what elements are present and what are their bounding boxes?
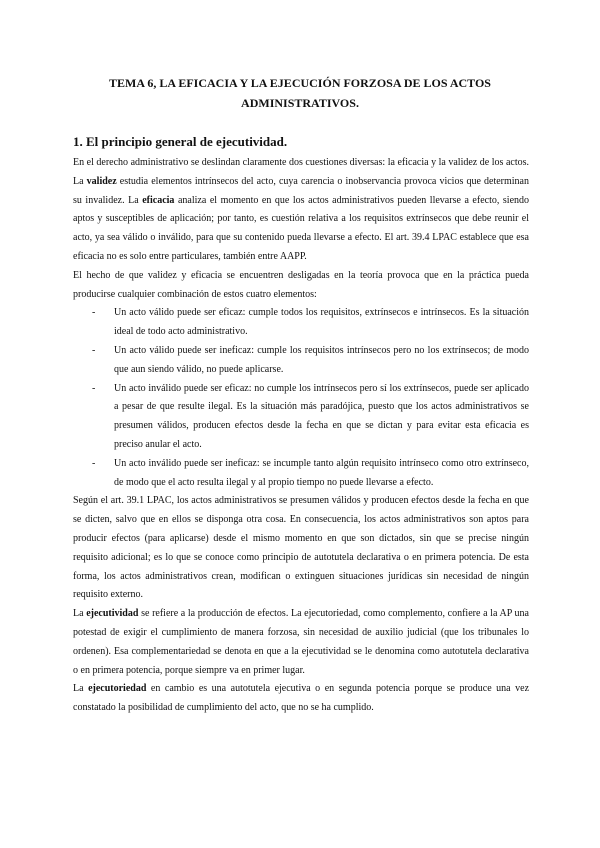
paragraph-ejecutividad: La ejecutividad se refiere a la producción de efectos. La ejecutoriedad, como complemento, confiere a la AP una potestad de exigir el cumplimiento de manera forzosa, sin necesidad de auxilio judicial (que los tribunales lo ordenen). Esa complementariedad se denota en que a la ejecutividad se le denomina como autotutela declarativa o en primera potencia, porque siempre va en primer lugar.	[73, 608, 529, 676]
bullet-dash: -	[92, 344, 96, 356]
paragraph-art-39-1: Según el art. 39.1 LPAC, los actos administrativos se presumen válidos y producen efectos desde la fecha en que se dicten, salvo que en ellos se disponga otra cosa. En consecuencia, los actos administrativos son aptos para producir efectos (para aplicarse) desde el mismo momento en que son dictados, sin que se precise ningún requisito adicional; es lo que se conoce como principio de autotutela declarativa o en primera potencia. De esta forma, los actos administrativos crean, modifican o extinguen situaciones jurídicas sin necesidad de ningún requisito externo.	[73, 495, 529, 601]
term-ejecutoriedad: ejecutoriedad	[88, 683, 147, 695]
document-body	[73, 154, 529, 718]
section-heading: 1. El principio general de ejecutividad.	[73, 134, 288, 149]
term-ejecutividad: ejecutividad	[86, 608, 139, 620]
document-title: TEMA 6, LA EFICACIA Y LA EJECUCIÓN FORZOSA DE LOS ACTOS ADMINISTRATIVOS.	[109, 76, 491, 110]
paragraph-ejecutoriedad: La ejecutoriedad en cambio es una autotutela ejecutiva o en segunda potencia porque se produce una vez constatado la posibilidad de cumplimiento del acto, que no se ha cumplido.	[73, 683, 530, 714]
bullet-dash: -	[92, 457, 96, 469]
paragraph-combinations: El hecho de que validez y eficacia se encuentren desligadas en la teoría provoca que en la práctica pueda producirse cualquier combinación de estos cuatro elementos:	[73, 269, 529, 300]
term-validez: validez	[86, 175, 117, 187]
list-item: - Un acto válido puede ser eficaz: cumple todos los requisitos, extrínsecos e intrínsecos. Es la situación ideal de todo acto administrativo.	[73, 304, 529, 342]
bullet-dash: -	[92, 382, 96, 394]
list-item: - Un acto válido puede ser ineficaz: cumple los requisitos intrínsecos pero no los extrínsecos; de modo que aun siendo válido, no puede aplicarse.	[73, 342, 529, 380]
term-eficacia: eficacia	[142, 194, 175, 206]
list-item: - Un acto inválido puede ser ineficaz: se incumple tanto algún requisito intrínseco como otro extrínseco, de modo que el acto resulta ilegal y al propio tiempo no puede llevarse a efecto.	[73, 455, 529, 493]
combinations-list	[73, 304, 529, 492]
paragraph-validity-efficacy: En el derecho administrativo se deslindan claramente dos cuestiones diversas: la eficacia y la validez de los actos. La validez estudia elementos intrínsecos del acto, cuya carencia o inobservancia provoca vicios que determinan su invalidez. La eficacia analiza el momento en que los actos administrativos pueden llevarse a efecto, siendo aptos y susceptibles de aplicación; por tanto, es cuestión relativa a los requisitos extrínsecos que debe reunir el acto, ya sea válido o inválido, para que su contenido pueda llevarse a efecto. El art. 39.4 LPAC establece que esa eficacia no es solo entre particulares, también entre AAPP.	[73, 157, 530, 262]
list-item: - Un acto inválido puede ser eficaz: no cumple los intrínsecos pero sí los extrínsecos, puede ser aplicado a pesar de que resulte ilegal. Es la situación más paradójica, puesto que los actos administrativos se presumen válidos, producen efectos desde la fecha en que se dictan y para evitar esta eficacia es preciso anular el acto.	[73, 380, 529, 455]
bullet-dash: -	[92, 307, 96, 319]
